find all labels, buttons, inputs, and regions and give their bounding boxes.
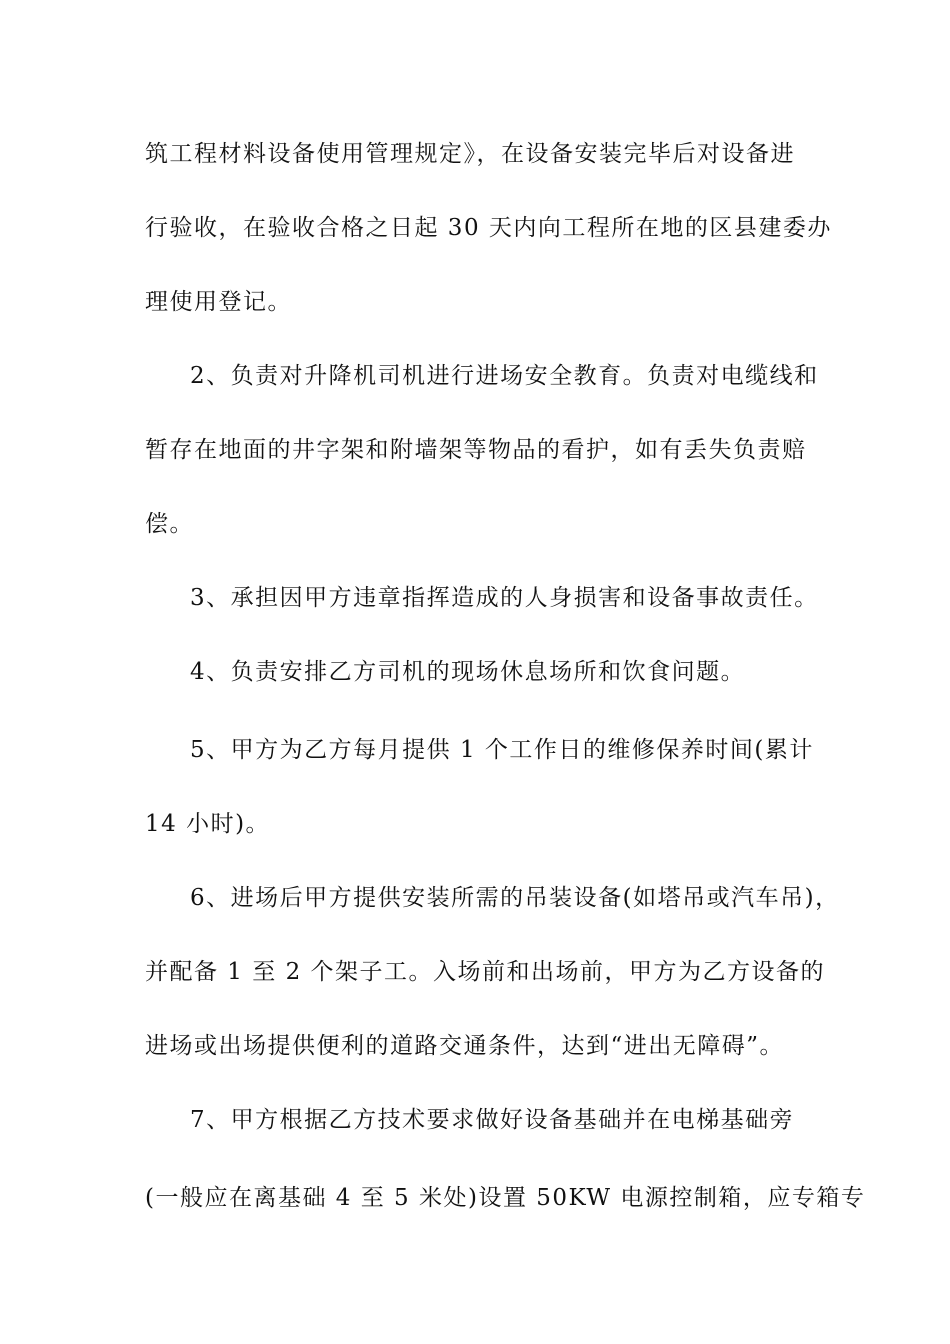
text-line: 行验收，在验收合格之日起 30 天内向工程所在地的区县建委办 bbox=[145, 215, 832, 241]
paragraph-2-line: 2、负责对升降机司机进行进场安全教育。负责对电缆线和 bbox=[190, 363, 819, 389]
text-line: (一般应在离基础 4 至 5 米处)设置 50KW 电源控制箱，应专箱专 bbox=[145, 1185, 866, 1211]
paragraph-5-line: 5、甲方为乙方每月提供 1 个工作日的维修保养时间(累计 bbox=[190, 737, 814, 763]
text-line: 筑工程材料设备使用管理规定》，在设备安装完毕后对设备进 bbox=[145, 141, 795, 167]
text-line: 14 小时)。 bbox=[145, 811, 271, 837]
paragraph-4-line: 4、负责安排乙方司机的现场休息场所和饮食问题。 bbox=[190, 659, 746, 685]
paragraph-7-line: 7、甲方根据乙方技术要求做好设备基础并在电梯基础旁 bbox=[190, 1107, 795, 1133]
text-line: 进场或出场提供便利的道路交通条件，达到“进出无障碍”。 bbox=[145, 1033, 785, 1059]
paragraph-3-line: 3、承担因甲方违章指挥造成的人身损害和设备事故责任。 bbox=[190, 585, 819, 611]
text-line: 并配备 1 至 2 个架子工。入场前和出场前，甲方为乙方设备的 bbox=[145, 959, 826, 985]
text-line: 暂存在地面的井字架和附墙架等物品的看护，如有丢失负责赔 bbox=[145, 437, 807, 463]
text-line: 理使用登记。 bbox=[145, 289, 292, 315]
text-line: 偿。 bbox=[145, 511, 194, 537]
paragraph-6-line: 6、进场后甲方提供安装所需的吊装设备(如塔吊或汽车吊)， bbox=[190, 885, 840, 911]
